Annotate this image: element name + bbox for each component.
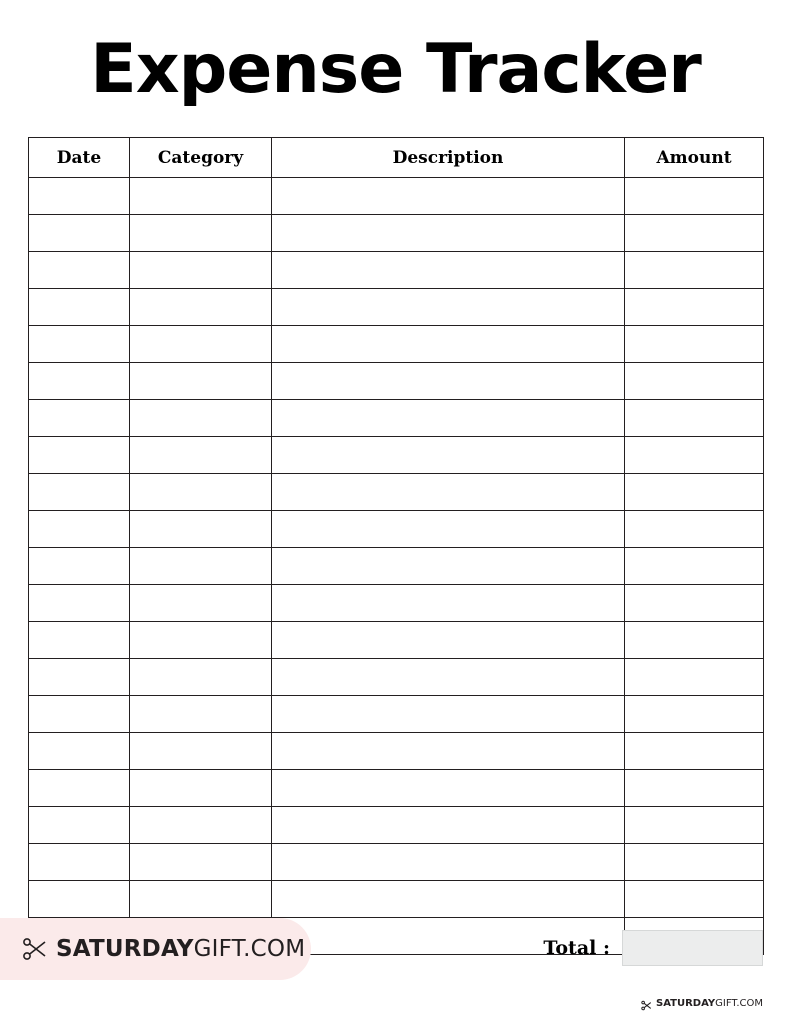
brand-name-bold: SATURDAY [56, 936, 194, 962]
cell-date[interactable] [29, 511, 130, 548]
footer-credit-wordmark [656, 998, 763, 1009]
cell-description[interactable] [272, 807, 625, 844]
table-row [29, 659, 764, 696]
table-row [29, 881, 764, 918]
cell-category[interactable] [130, 252, 272, 289]
cell-description[interactable] [272, 622, 625, 659]
table-row [29, 437, 764, 474]
cell-category[interactable] [130, 548, 272, 585]
cell-category[interactable] [130, 733, 272, 770]
page-title: Expense Tracker [90, 30, 701, 109]
column-header-category: Category [130, 138, 272, 178]
table-row [29, 400, 764, 437]
table-row [29, 770, 764, 807]
cell-description[interactable] [272, 326, 625, 363]
cell-date[interactable] [29, 289, 130, 326]
cell-category[interactable] [130, 585, 272, 622]
cell-description[interactable] [272, 881, 625, 918]
column-header-date: Date [29, 138, 130, 178]
cell-amount[interactable] [625, 807, 764, 844]
table-header-row [29, 138, 764, 178]
cell-description[interactable] [272, 511, 625, 548]
table-row [29, 696, 764, 733]
cell-description[interactable] [272, 400, 625, 437]
cell-amount[interactable] [625, 585, 764, 622]
cell-category[interactable] [130, 659, 272, 696]
cell-category[interactable] [130, 807, 272, 844]
cell-description[interactable] [272, 289, 625, 326]
cell-description[interactable] [272, 474, 625, 511]
total-label: Total : [543, 937, 610, 959]
cell-date[interactable] [29, 696, 130, 733]
table-row [29, 844, 764, 881]
cell-category[interactable] [130, 178, 272, 215]
cell-amount[interactable] [625, 400, 764, 437]
cell-category[interactable] [130, 844, 272, 881]
cell-date[interactable] [29, 548, 130, 585]
table-row [29, 733, 764, 770]
cell-date[interactable] [29, 585, 130, 622]
cell-date[interactable] [29, 474, 130, 511]
cell-date[interactable] [29, 400, 130, 437]
cell-category[interactable] [130, 770, 272, 807]
brand-wordmark [56, 936, 305, 962]
cell-amount[interactable] [625, 659, 764, 696]
cell-description[interactable] [272, 252, 625, 289]
cell-category[interactable] [130, 363, 272, 400]
total-value-field[interactable] [622, 930, 763, 966]
cell-date[interactable] [29, 252, 130, 289]
expense-table [28, 137, 764, 955]
cell-description[interactable] [272, 844, 625, 881]
cell-date[interactable] [29, 844, 130, 881]
cell-amount[interactable] [625, 178, 764, 215]
column-header-amount: Amount [625, 138, 764, 178]
table-row [29, 326, 764, 363]
cell-date[interactable] [29, 622, 130, 659]
table-row [29, 585, 764, 622]
cell-amount[interactable] [625, 215, 764, 252]
cell-category[interactable] [130, 881, 272, 918]
table-header [29, 138, 764, 178]
cell-amount[interactable] [625, 252, 764, 289]
cell-date[interactable] [29, 807, 130, 844]
cell-date[interactable] [29, 437, 130, 474]
cell-category[interactable] [130, 622, 272, 659]
cell-amount[interactable] [625, 326, 764, 363]
cell-category[interactable] [130, 437, 272, 474]
cell-amount[interactable] [625, 289, 764, 326]
cell-date[interactable] [29, 770, 130, 807]
cell-description[interactable] [272, 363, 625, 400]
cell-amount[interactable] [625, 548, 764, 585]
cell-description[interactable] [272, 585, 625, 622]
table-row [29, 511, 764, 548]
cell-description[interactable] [272, 178, 625, 215]
cell-date[interactable] [29, 659, 130, 696]
brand-name-light: GIFT.COM [193, 936, 306, 962]
cell-amount[interactable] [625, 696, 764, 733]
scissors-icon [22, 936, 48, 962]
cell-category[interactable] [130, 326, 272, 363]
column-header-description: Description [272, 138, 625, 178]
table-row [29, 548, 764, 585]
cell-description[interactable] [272, 437, 625, 474]
table-row [29, 474, 764, 511]
cell-amount[interactable] [625, 881, 764, 918]
cell-description[interactable] [272, 215, 625, 252]
table-row [29, 363, 764, 400]
cell-description[interactable] [272, 659, 625, 696]
footer-credit-bold: SATURDAY [656, 998, 716, 1009]
cell-amount[interactable] [625, 474, 764, 511]
footer-credit [641, 998, 763, 1009]
cell-description[interactable] [272, 733, 625, 770]
cell-category[interactable] [130, 400, 272, 437]
table-row [29, 622, 764, 659]
cell-category[interactable] [130, 289, 272, 326]
total-row [543, 930, 763, 966]
table-row [29, 178, 764, 215]
cell-category[interactable] [130, 511, 272, 548]
table-body [29, 178, 764, 955]
cell-amount[interactable] [625, 363, 764, 400]
brand-badge [0, 918, 311, 980]
table-row [29, 289, 764, 326]
cell-category[interactable] [130, 696, 272, 733]
cell-category[interactable] [130, 474, 272, 511]
cell-date[interactable] [29, 363, 130, 400]
scissors-icon [641, 998, 652, 1009]
cell-description[interactable] [272, 696, 625, 733]
cell-amount[interactable] [625, 622, 764, 659]
table-row [29, 252, 764, 289]
cell-amount[interactable] [625, 844, 764, 881]
cell-amount[interactable] [625, 733, 764, 770]
cell-description[interactable] [272, 770, 625, 807]
cell-amount[interactable] [625, 437, 764, 474]
cell-amount[interactable] [625, 770, 764, 807]
cell-date[interactable] [29, 326, 130, 363]
cell-date[interactable] [29, 733, 130, 770]
cell-category[interactable] [130, 215, 272, 252]
cell-date[interactable] [29, 178, 130, 215]
footer-credit-light: GIFT.COM [715, 998, 763, 1009]
table-row [29, 807, 764, 844]
cell-date[interactable] [29, 215, 130, 252]
cell-amount[interactable] [625, 511, 764, 548]
cell-date[interactable] [29, 881, 130, 918]
table-row [29, 215, 764, 252]
cell-description[interactable] [272, 548, 625, 585]
